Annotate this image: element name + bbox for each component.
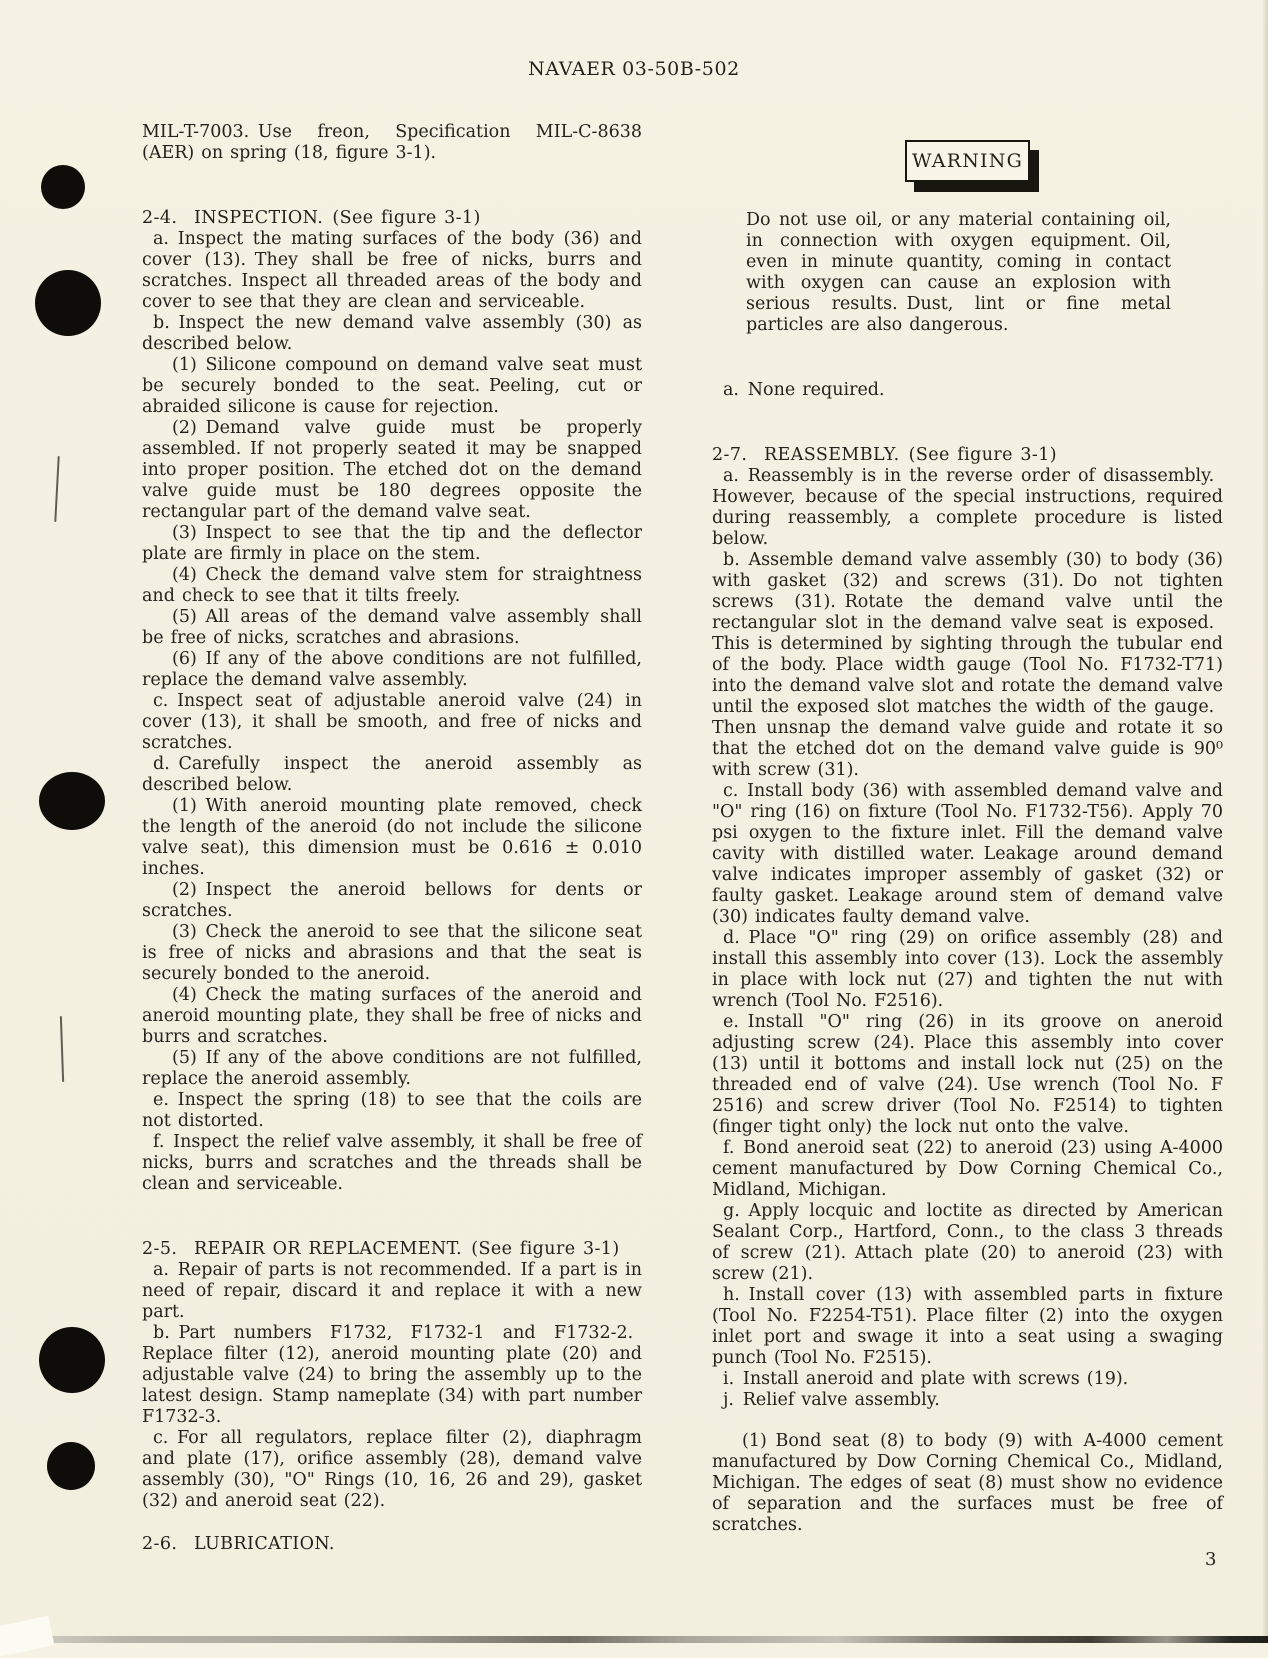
- paragraph-2-4-f: f. Inspect the relief valve assembly, it shall be free of nicks, burrs and scratches and the threads shall be clean and serviceable.: [142, 1132, 642, 1194]
- paragraph-2-5-c: c. For all regulators, replace filter (2), diaphragm and plate (17), orifice assembly (28), demand valve assembly (30), "O" Rings (10, 16, 26 and 29), gasket (32) and aneroid seat (22).: [142, 1428, 642, 1511]
- paragraph-2-4-e: e. Inspect the spring (18) to see that the coils are not distorted.: [142, 1090, 642, 1131]
- paragraph-2-7-h: h. Install cover (13) with assembled parts in fixture (Tool No. F2254-T51). Place filter (2) into the oxygen inlet port and swage it into a seat using a swaging punch (Tool No. F2515).: [712, 1285, 1223, 1368]
- paragraph-2-7-g: g. Apply locquic and loctite as directed by American Sealant Corp., Hartford, Conn., to the class 3 threads of screw (21). Attach plate (20) to aneroid (23) with screw (21).: [712, 1201, 1223, 1284]
- right-column: [712, 140, 1223, 1536]
- paragraph-2-7-c: c. Install body (36) with assembled demand valve and "O" ring (16) on fixture (Tool No. F1732-T56). Apply 70 psi oxygen to the fixture inlet. Fill the demand valve cavity with distilled water. Leakage around demand valve indicates improper assembly of gasket (32) or faulty gasket. Leakage around stem of demand valve (30) indicates faulty demand valve.: [712, 781, 1223, 927]
- section-heading-2-6: 2-6. LUBRICATION.: [142, 1534, 335, 1554]
- paragraph-2-6-a-none-required: a. None required.: [723, 380, 885, 400]
- document-header: NAVAER 03-50B-502: [528, 58, 740, 80]
- paragraph-2-4-d-4: (4) Check the mating surfaces of the aneroid and aneroid mounting plate, they shall be free of nicks and burrs and scratches.: [142, 985, 642, 1047]
- paragraph-2-7-d: d. Place "O" ring (29) on orifice assembly (28) and install this assembly into cover (13). Lock the assembly in place with lock nut (27) and tighten the nut with wrench (Tool No. F2516).: [712, 928, 1223, 1011]
- warning-label: WARNING: [912, 150, 1023, 172]
- paragraph-2-4-b-4: (4) Check the demand valve stem for straightness and check to see that it tilts freely.: [142, 565, 642, 606]
- hole-punch-dot: [39, 772, 105, 830]
- paragraph-2-7-i: i. Install aneroid and plate with screws (19).: [723, 1369, 1129, 1389]
- section-heading-2-5: 2-5. REPAIR OR REPLACEMENT. (See figure 3-1): [142, 1239, 620, 1259]
- warning-box: [905, 140, 1030, 182]
- paragraph-2-7-e: e. Install "O" ring (26) in its groove on aneroid adjusting screw (24). Place this assembly into cover (13) until it bottoms and install lock nut (25) on the threaded end of valve (24). Use wrench (Tool No. F 2516) and screw driver (Tool No. F2514) to tighten (finger tight only) the lock nut onto the valve.: [712, 1012, 1223, 1137]
- scratch-mark: [54, 456, 59, 522]
- paragraph-2-4-b-1: (1) Silicone compound on demand valve seat must be securely bonded to the seat. Peeling, cut or abraided silicone is cause for rejection.: [142, 355, 642, 417]
- paragraph-2-4-b-5: (5) All areas of the demand valve assembly shall be free of nicks, scratches and abrasions.: [142, 607, 642, 648]
- section-heading-2-4: 2-4. INSPECTION. (See figure 3-1): [142, 208, 481, 228]
- paragraph-2-4-b-3: (3) Inspect to see that the tip and the deflector plate are firmly in place on the stem.: [142, 523, 642, 564]
- paragraph-2-4-c: c. Inspect seat of adjustable aneroid valve (24) in cover (13), it shall be smooth, and free of nicks and scratches.: [142, 691, 642, 753]
- paragraph-2-7-j-1: (1) Bond seat (8) to body (9) with A-4000 cement manufactured by Dow Corning Chemical Co., Midland, Michigan. The edges of seat (8) must show no evidence of separation and the surfaces must be free of scratches.: [712, 1431, 1223, 1535]
- paragraph-2-7-a: a. Reassembly is in the reverse order of disassembly. However, because of the special instructions, required during reassembly, a complete procedure is listed below.: [712, 466, 1223, 549]
- paragraph-2-4-b-2: (2) Demand valve guide must be properly assembled. If not properly seated it may be snapped into proper position. The etched dot on the demand valve guide must be 180 degrees opposite the rectangular part of the demand valve seat.: [142, 418, 642, 522]
- paragraph-2-4-d-1: (1) With aneroid mounting plate removed, check the length of the aneroid (do not include the silicone valve seat), this dimension must be 0.616 ± 0.010 inches.: [142, 796, 642, 879]
- page-edge-shading: [1262, 0, 1268, 1643]
- paragraph-2-7-f: f. Bond aneroid seat (22) to aneroid (23) using A-4000 cement manufactured by Dow Corning Chemical Co., Midland, Michigan.: [712, 1138, 1223, 1200]
- paragraph-2-4-b-6: (6) If any of the above conditions are not fulfilled, replace the demand valve assembly.: [142, 649, 642, 690]
- warning-text: Do not use oil, or any material containing oil, in connection with oxygen equipment. Oil, even in minute quantity, coming in contact with oxygen can cause an explosion with serious results. Dust, lint or fine metal particles are also dangerous.: [746, 210, 1171, 335]
- paragraph-2-4-a: a. Inspect the mating surfaces of the body (36) and cover (13). They shall be free of nicks, burrs and scratches. Inspect all threaded areas of the body and cover to see that they are clean and serviceable.: [142, 229, 642, 312]
- paragraph-2-7-b: b. Assemble demand valve assembly (30) to body (36) with gasket (32) and screws (31). Do not tighten screws (31). Rotate the demand valve until the rectangular slot in the demand valve seat is exposed. This is determined by sighting through the tubular end of the body. Place width gauge (Tool No. F1732-T71) into the demand valve slot and rotate the demand valve until the exposed slot matches the width of the gauge. Then unsnap the demand valve guide and rotate it so that the etched dot on the demand valve guide is 90⁰ with screw (31).: [712, 550, 1223, 780]
- section-heading-2-7: 2-7. REASSEMBLY. (See figure 3-1): [712, 445, 1058, 465]
- paragraph-2-4-d-5: (5) If any of the above conditions are not fulfilled, replace the aneroid assembly.: [142, 1048, 642, 1089]
- left-column: [142, 122, 642, 1555]
- paragraph-2-5-a: a. Repair of parts is not recommended. If a part is in need of repair, discard it and replace it with a new part.: [142, 1260, 642, 1322]
- paragraph-2-7-j: j. Relief valve assembly.: [723, 1390, 940, 1410]
- hole-punch-dot: [41, 165, 85, 209]
- intro-paragraph: MIL-T-7003. Use freon, Specification MIL-C-8638 (AER) on spring (18, figure 3-1).: [142, 122, 642, 163]
- hole-punch-dot: [35, 270, 101, 336]
- page-corner-artifact: [0, 1616, 54, 1658]
- paragraph-2-5-b: b. Part numbers F1732, F1732-1 and F1732-2. Replace filter (12), aneroid mounting plate (20) and adjustable valve (24) to bring the assembly up to the latest design. Stamp nameplate (34) with part number F1732-3.: [142, 1323, 642, 1427]
- paragraph-2-4-d-3: (3) Check the aneroid to see that the silicone seat is free of nicks and abrasions and that the seat is securely bonded to the aneroid.: [142, 922, 642, 984]
- page-number: 3: [1205, 1549, 1217, 1570]
- paragraph-2-4-d: d. Carefully inspect the aneroid assembly as described below.: [142, 754, 642, 795]
- hole-punch-dot: [39, 1327, 105, 1393]
- paragraph-2-4-d-2: (2) Inspect the aneroid bellows for dents or scratches.: [142, 880, 642, 921]
- scan-edge-artifact: [0, 1636, 1268, 1643]
- paragraph-2-4-b: b. Inspect the new demand valve assembly (30) as described below.: [142, 313, 642, 354]
- hole-punch-dot: [47, 1442, 95, 1490]
- scratch-mark: [60, 1016, 64, 1082]
